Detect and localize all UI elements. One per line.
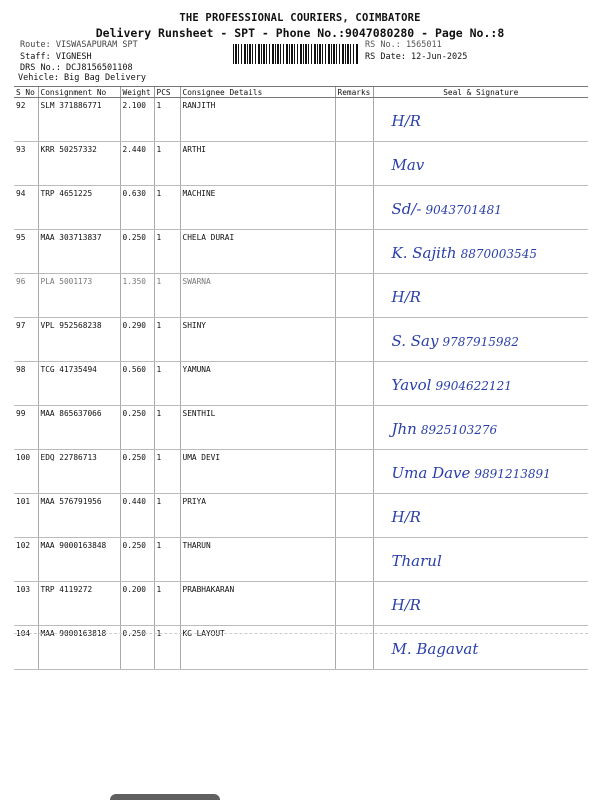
handwritten-signature [392, 464, 551, 482]
row-pcs: 1 [154, 362, 180, 406]
route-label: Route: VISWASAPURAM SPT [20, 40, 138, 50]
row-signature-cell [373, 582, 588, 626]
table-row [14, 142, 588, 186]
row-sno: 99 [14, 406, 38, 450]
row-weight: 0.440 [120, 494, 154, 538]
row-consignee: RANJITH [180, 98, 335, 142]
row-consignment-no: MAA 576791956 [38, 494, 120, 538]
signature-name: K. Sajith [391, 244, 457, 262]
row-remarks [335, 142, 373, 186]
signature-name: Sd/- [391, 200, 422, 218]
row-consignee: MACHINE [180, 186, 335, 230]
runsheet-title: Delivery Runsheet - SPT - Phone No.:9047080280 - Page No.:8 [95, 26, 505, 40]
row-consignment-no: VPL 952568238 [38, 318, 120, 362]
row-signature-cell [373, 406, 588, 450]
table-row [14, 406, 588, 450]
handwritten-signature [392, 508, 425, 526]
handwritten-signature [392, 420, 498, 438]
table-row [14, 186, 588, 230]
row-sno: 93 [14, 142, 38, 186]
row-remarks [335, 450, 373, 494]
row-remarks [335, 362, 373, 406]
row-sno: 97 [14, 318, 38, 362]
row-pcs: 1 [154, 538, 180, 582]
row-signature-cell [373, 362, 588, 406]
row-consignment-no: TRP 4651225 [38, 186, 120, 230]
row-sno: 101 [14, 494, 38, 538]
table-row [14, 274, 588, 318]
scan-smudge [110, 794, 220, 800]
handwritten-signature [392, 156, 429, 174]
row-consignee: ARTHI [180, 142, 335, 186]
row-pcs: 1 [154, 186, 180, 230]
col-consignee: Consignee Details [180, 87, 335, 98]
row-consignment-no: PLA 5001173 [38, 274, 120, 318]
table-header-row [14, 87, 588, 98]
table-row [14, 450, 588, 494]
drs-number: DRS No.: DCJ8156501108 [20, 63, 133, 73]
footer-divider [14, 633, 588, 634]
col-remarks: Remarks [335, 87, 373, 98]
row-sno: 92 [14, 98, 38, 142]
signature-name: S. Say [391, 332, 439, 350]
signature-phone: 9787915982 [442, 335, 519, 349]
row-signature-cell [373, 142, 588, 186]
row-weight: 0.250 [120, 626, 154, 670]
row-signature-cell [373, 98, 588, 142]
handwritten-signature [392, 640, 483, 658]
row-sno: 94 [14, 186, 38, 230]
row-remarks [335, 230, 373, 274]
row-consignee: CHELA DURAI [180, 230, 335, 274]
signature-name: H/R [391, 508, 421, 526]
signature-name: Mav [391, 156, 425, 174]
rs-number: RS No.: 1565011 [365, 40, 442, 50]
row-pcs: 1 [154, 98, 180, 142]
barcode-image [233, 44, 359, 64]
signature-name: Uma Dave [391, 464, 471, 482]
signature-phone: 9904622121 [435, 379, 512, 393]
handwritten-signature [392, 552, 446, 570]
col-signature: Seal & Signature [373, 87, 588, 98]
table-row [14, 538, 588, 582]
signature-name: H/R [391, 112, 421, 130]
row-consignee: UMA DEVI [180, 450, 335, 494]
col-consignment: Consignment No [38, 87, 120, 98]
company-name: THE PROFESSIONAL COURIERS, COIMBATORE [179, 12, 421, 24]
delivery-table [14, 86, 588, 670]
row-weight: 1.350 [120, 274, 154, 318]
row-pcs: 1 [154, 626, 180, 670]
row-consignment-no: SLM 371886771 [38, 98, 120, 142]
signature-phone: 9891213891 [474, 467, 551, 481]
row-sno: 95 [14, 230, 38, 274]
row-pcs: 1 [154, 274, 180, 318]
table-row [14, 362, 588, 406]
handwritten-signature [392, 244, 537, 262]
table-row [14, 494, 588, 538]
signature-phone: 9043701481 [425, 203, 502, 217]
row-remarks [335, 186, 373, 230]
signature-name: H/R [391, 288, 421, 306]
row-sno: 104 [14, 626, 38, 670]
row-consignment-no: TCG 41735494 [38, 362, 120, 406]
row-consignee: PRIYA [180, 494, 335, 538]
handwritten-signature [392, 288, 425, 306]
row-weight: 0.630 [120, 186, 154, 230]
row-sno: 98 [14, 362, 38, 406]
row-consignment-no: MAA 9000163848 [38, 538, 120, 582]
table-row [14, 318, 588, 362]
row-remarks [335, 582, 373, 626]
row-signature-cell [373, 450, 588, 494]
row-consignee: SENTHIL [180, 406, 335, 450]
row-signature-cell [373, 274, 588, 318]
row-signature-cell [373, 230, 588, 274]
row-weight: 0.290 [120, 318, 154, 362]
row-remarks [335, 318, 373, 362]
row-pcs: 1 [154, 406, 180, 450]
handwritten-signature [392, 596, 425, 614]
row-pcs: 1 [154, 318, 180, 362]
col-pcs: PCS [154, 87, 180, 98]
row-signature-cell [373, 538, 588, 582]
table-row [14, 230, 588, 274]
rs-date: RS Date: 12-Jun-2025 [365, 52, 468, 62]
row-weight: 0.250 [120, 230, 154, 274]
row-weight: 2.440 [120, 142, 154, 186]
row-consignment-no: MAA 9000163818 [38, 626, 120, 670]
handwritten-signature [392, 200, 502, 218]
vehicle-label: Vehicle: Big Bag Delivery [18, 73, 146, 83]
signature-name: M. Bagavat [391, 640, 479, 658]
signature-phone: 8925103276 [420, 423, 498, 437]
signature-phone: 8870003545 [460, 247, 537, 261]
row-remarks [335, 274, 373, 318]
row-remarks [335, 406, 373, 450]
row-sno: 100 [14, 450, 38, 494]
row-weight: 0.560 [120, 362, 154, 406]
row-weight: 0.250 [120, 406, 154, 450]
row-pcs: 1 [154, 450, 180, 494]
col-weight: Weight [120, 87, 154, 98]
row-signature-cell [373, 318, 588, 362]
row-consignee: THARUN [180, 538, 335, 582]
row-weight: 0.250 [120, 450, 154, 494]
row-signature-cell [373, 186, 588, 230]
signature-name: Tharul [391, 552, 442, 570]
row-remarks [335, 538, 373, 582]
row-consignment-no: MAA 303713837 [38, 230, 120, 274]
row-consignment-no: TRP 4119272 [38, 582, 120, 626]
table-row [14, 582, 588, 626]
row-consignee: SHINY [180, 318, 335, 362]
row-pcs: 1 [154, 142, 180, 186]
handwritten-signature [392, 332, 519, 350]
staff-label: Staff: VIGNESH [20, 52, 92, 62]
row-consignment-no: KRR 50257332 [38, 142, 120, 186]
row-remarks [335, 98, 373, 142]
row-sno: 103 [14, 582, 38, 626]
row-signature-cell [373, 494, 588, 538]
row-weight: 0.200 [120, 582, 154, 626]
row-pcs: 1 [154, 230, 180, 274]
row-remarks [335, 494, 373, 538]
signature-name: Jhn [391, 420, 417, 438]
row-consignment-no: EDQ 22786713 [38, 450, 120, 494]
row-consignee: PRABHAKARAN [180, 582, 335, 626]
row-pcs: 1 [154, 582, 180, 626]
row-consignee: YAMUNA [180, 362, 335, 406]
row-sno: 96 [14, 274, 38, 318]
row-weight: 2.100 [120, 98, 154, 142]
signature-name: Yavol [391, 376, 432, 394]
table-row [14, 98, 588, 142]
row-consignee: KG LAYOUT [180, 626, 335, 670]
row-consignment-no: MAA 865637066 [38, 406, 120, 450]
row-pcs: 1 [154, 494, 180, 538]
row-sno: 102 [14, 538, 38, 582]
handwritten-signature [392, 112, 425, 130]
handwritten-signature [392, 376, 512, 394]
col-sno: S No [14, 87, 38, 98]
row-consignee: SWARNA [180, 274, 335, 318]
signature-name: H/R [391, 596, 421, 614]
row-weight: 0.250 [120, 538, 154, 582]
